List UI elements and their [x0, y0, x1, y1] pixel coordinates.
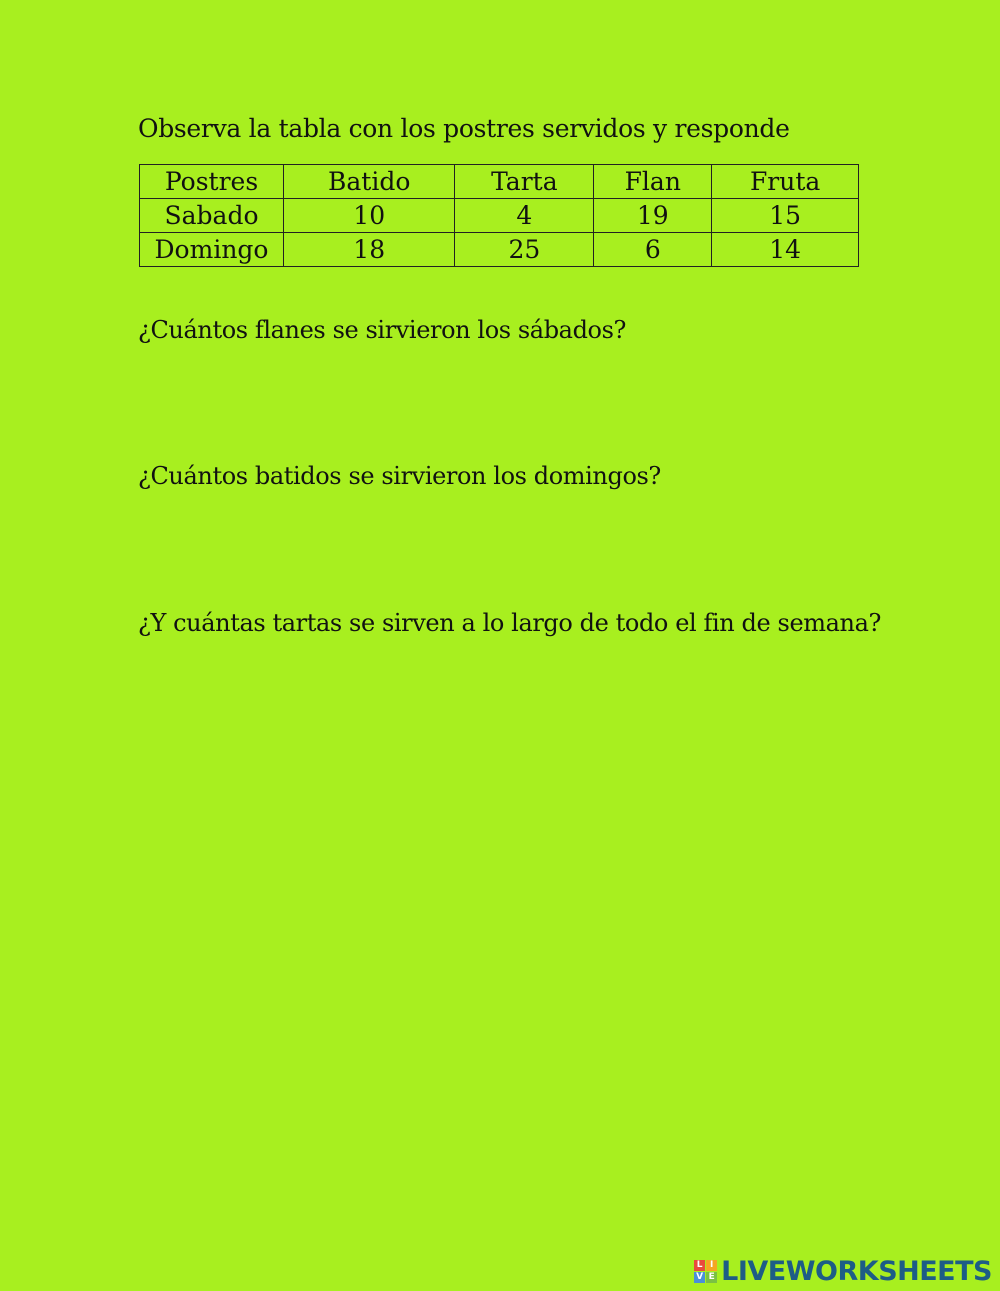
row-label-sabado: Sabado — [140, 199, 284, 233]
instructions-text: Observa la tabla con los postres servidos y responde — [138, 114, 790, 143]
table-row — [140, 199, 859, 233]
liveworksheets-wordmark: LIVEWORKSHEETS — [721, 1256, 992, 1287]
table-row — [140, 233, 859, 267]
table-cell: 10 — [284, 199, 455, 233]
table-cell: 4 — [455, 199, 594, 233]
table-header-postres: Postres — [140, 165, 284, 199]
table-header-fruta: Fruta — [712, 165, 859, 199]
row-label-domingo: Domingo — [140, 233, 284, 267]
liveworksheets-logo-icon — [694, 1260, 717, 1283]
logo-letter: E — [706, 1272, 717, 1283]
table-cell: 19 — [594, 199, 712, 233]
logo-letter: L — [694, 1260, 705, 1271]
liveworksheets-brand — [694, 1258, 992, 1285]
logo-letter: V — [694, 1272, 705, 1283]
table-cell: 25 — [455, 233, 594, 267]
table-header-flan: Flan — [594, 165, 712, 199]
question-3: ¿Y cuántas tartas se sirven a lo largo de todo el fin de semana? — [138, 609, 881, 637]
question-2: ¿Cuántos batidos se sirvieron los domingos? — [138, 462, 661, 490]
table-cell: 6 — [594, 233, 712, 267]
table-header-row — [140, 165, 859, 199]
table-header-batido: Batido — [284, 165, 455, 199]
desserts-table — [139, 164, 859, 267]
table-header-tarta: Tarta — [455, 165, 594, 199]
table-cell: 15 — [712, 199, 859, 233]
table-cell: 14 — [712, 233, 859, 267]
table-cell: 18 — [284, 233, 455, 267]
logo-letter: I — [706, 1260, 717, 1271]
question-1: ¿Cuántos flanes se sirvieron los sábados? — [138, 316, 626, 344]
